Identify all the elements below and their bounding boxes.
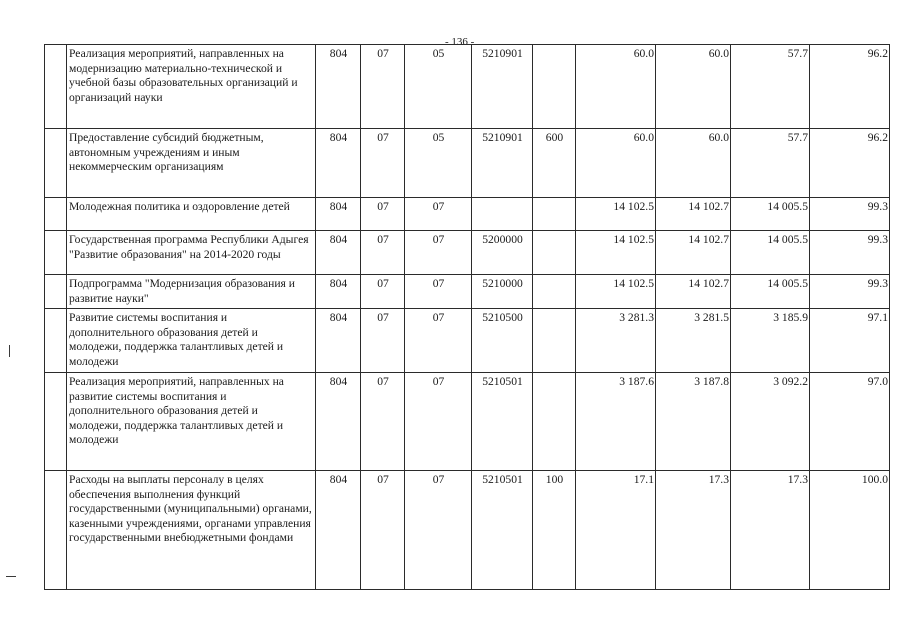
table-row [45,275,890,309]
execution-percent-cell: 96.2 [810,45,890,129]
expense-type-cell: 600 [533,129,576,198]
table-row [45,309,890,373]
refined-amount-cell: 14 102.7 [656,275,731,309]
row-name-cell: Подпрограмма "Модернизация образования и развитие науки" [67,275,316,309]
execution-percent-cell: 99.3 [810,231,890,275]
row-number-cell [45,309,67,373]
target-article-cell: 5210501 [472,471,533,590]
execution-percent-cell: 97.1 [810,309,890,373]
ministry-code-cell: 804 [316,198,361,231]
approved-amount-cell: 3 281.3 [576,309,656,373]
row-number-cell [45,198,67,231]
row-name-cell: Государственная программа Республики Адыгея "Развитие образования" на 2014-2020 годы [67,231,316,275]
section-code-cell: 07 [361,45,405,129]
subsection-code-cell: 05 [405,45,472,129]
target-article-cell: 5210901 [472,45,533,129]
ministry-code-cell: 804 [316,471,361,590]
table-row [45,373,890,471]
execution-percent-cell: 99.3 [810,275,890,309]
table-row [45,45,890,129]
ministry-code-cell: 804 [316,231,361,275]
row-number-cell [45,275,67,309]
row-name-cell: Предоставление субсидий бюджетным, автономным учреждениям и иным некоммерческим организациям [67,129,316,198]
subsection-code-cell: 07 [405,373,472,471]
executed-amount-cell: 3 185.9 [731,309,810,373]
ministry-code-cell: 804 [316,129,361,198]
section-code-cell: 07 [361,309,405,373]
refined-amount-cell: 60.0 [656,45,731,129]
margin-tick-mark [9,345,10,357]
row-name-cell: Молодежная политика и оздоровление детей [67,198,316,231]
target-article-cell: 5210501 [472,373,533,471]
refined-amount-cell: 3 281.5 [656,309,731,373]
subsection-code-cell: 07 [405,471,472,590]
approved-amount-cell: 14 102.5 [576,275,656,309]
subsection-code-cell: 05 [405,129,472,198]
table-row [45,198,890,231]
ministry-code-cell: 804 [316,373,361,471]
executed-amount-cell: 57.7 [731,129,810,198]
expense-type-cell [533,45,576,129]
target-article-cell: 5200000 [472,231,533,275]
approved-amount-cell: 60.0 [576,129,656,198]
executed-amount-cell: 17.3 [731,471,810,590]
executed-amount-cell: 14 005.5 [731,231,810,275]
row-name-cell: Развитие системы воспитания и дополнительного образования детей и молодежи, поддержка талантливых детей и молодежи [67,309,316,373]
target-article-cell: 5210500 [472,309,533,373]
executed-amount-cell: 57.7 [731,45,810,129]
approved-amount-cell: 17.1 [576,471,656,590]
expense-type-cell: 100 [533,471,576,590]
subsection-code-cell: 07 [405,231,472,275]
margin-dash-mark [6,576,16,577]
row-name-cell: Реализация мероприятий, направленных на развитие системы воспитания и дополнительного образования детей и молодежи, поддержка талантливых детей и молодежи [67,373,316,471]
row-number-cell [45,231,67,275]
table-row [45,471,890,590]
subsection-code-cell: 07 [405,309,472,373]
approved-amount-cell: 60.0 [576,45,656,129]
refined-amount-cell: 3 187.8 [656,373,731,471]
row-number-cell [45,471,67,590]
approved-amount-cell: 14 102.5 [576,198,656,231]
execution-percent-cell: 100.0 [810,471,890,590]
expense-type-cell [533,231,576,275]
refined-amount-cell: 60.0 [656,129,731,198]
expense-type-cell [533,275,576,309]
section-code-cell: 07 [361,231,405,275]
row-number-cell [45,373,67,471]
executed-amount-cell: 14 005.5 [731,275,810,309]
ministry-code-cell: 804 [316,309,361,373]
execution-percent-cell: 99.3 [810,198,890,231]
executed-amount-cell: 3 092.2 [731,373,810,471]
section-code-cell: 07 [361,373,405,471]
target-article-cell: 5210901 [472,129,533,198]
subsection-code-cell: 07 [405,275,472,309]
row-number-cell [45,129,67,198]
table-row [45,231,890,275]
expense-type-cell [533,373,576,471]
section-code-cell: 07 [361,198,405,231]
refined-amount-cell: 14 102.7 [656,231,731,275]
expense-type-cell [533,198,576,231]
section-code-cell: 07 [361,129,405,198]
execution-percent-cell: 97.0 [810,373,890,471]
ministry-code-cell: 804 [316,45,361,129]
target-article-cell [472,198,533,231]
table-row [45,129,890,198]
row-name-cell: Реализация мероприятий, направленных на модернизацию материально-технической и учебной базы образовательных организаций и организаций науки [67,45,316,129]
section-code-cell: 07 [361,471,405,590]
ministry-code-cell: 804 [316,275,361,309]
section-code-cell: 07 [361,275,405,309]
execution-percent-cell: 96.2 [810,129,890,198]
expense-type-cell [533,309,576,373]
row-name-cell: Расходы на выплаты персоналу в целях обеспечения выполнения функций государственными (муниципальными) органами, казенными учреждениями, органами управления государственными внебюджетными фондами [67,471,316,590]
approved-amount-cell: 3 187.6 [576,373,656,471]
target-article-cell: 5210000 [472,275,533,309]
subsection-code-cell: 07 [405,198,472,231]
page-number: - 136 - [445,36,475,48]
refined-amount-cell: 14 102.7 [656,198,731,231]
approved-amount-cell: 14 102.5 [576,231,656,275]
executed-amount-cell: 14 005.5 [731,198,810,231]
budget-execution-table [44,44,890,590]
refined-amount-cell: 17.3 [656,471,731,590]
row-number-cell [45,45,67,129]
